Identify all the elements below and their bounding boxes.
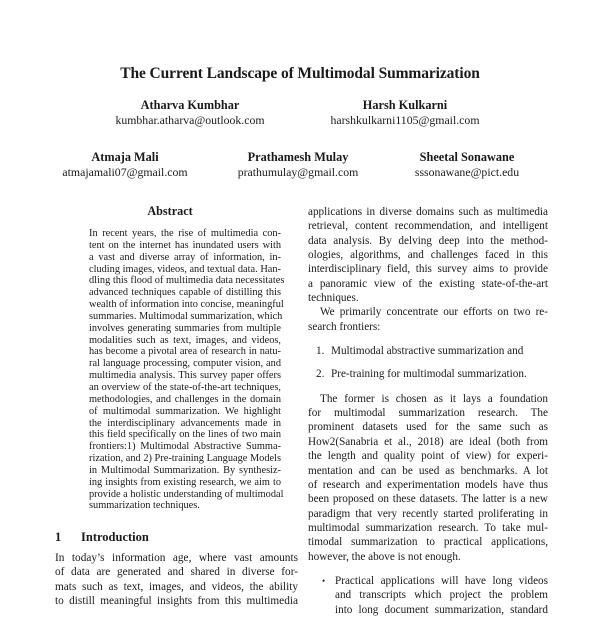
text-line: however, the above is not enough. bbox=[308, 550, 461, 563]
text-line: applications in diverse domains such as multimedia bbox=[308, 206, 548, 218]
intro-line: of data are generated and shared in diverse for- bbox=[55, 566, 298, 579]
bullet-line: into long document summarization, standard bbox=[335, 603, 548, 616]
abstract-line: summaries. Multimodal summarization, which bbox=[89, 310, 283, 322]
abstract-line: involves generating summaries from multiple bbox=[89, 322, 281, 334]
abstract-line: frontiers:1) Multimodal Abstractive Summa- bbox=[89, 441, 281, 453]
abstract-line: modalities such as text, images, and videos, bbox=[89, 334, 281, 346]
abstract-heading: Abstract bbox=[147, 204, 193, 218]
text-line: timodal summarization to practical applications, bbox=[308, 536, 548, 549]
text-line: prominent datasets used for the same such as bbox=[308, 421, 548, 434]
text-line: ologies, algorithms, and challenges faced in this bbox=[308, 249, 548, 262]
text-line: a panoramic view of the existing state-of-the-art bbox=[308, 277, 548, 290]
abstract-line: cluding images, videos, and textual data. Han- bbox=[89, 263, 281, 275]
author-email: kumbhar.atharva@outlook.com bbox=[115, 113, 265, 127]
abstract-line: in Multimodal Summarization. By synthesiz- bbox=[89, 464, 281, 476]
intro-line: to distill meaningful insights from this multimedia bbox=[55, 595, 298, 608]
section-title: Introduction bbox=[81, 530, 149, 544]
abstract-line: multimedia analysis. This survey paper offers bbox=[89, 370, 281, 382]
author-block bbox=[80, 97, 300, 128]
text-line: retrieval, content recommendation, and intelligent bbox=[308, 220, 548, 233]
author-email: prathumulay@gmail.com bbox=[237, 165, 359, 179]
abstract-line: has become a pivotal area of research in natu- bbox=[89, 346, 281, 358]
text-line: We primarily concentrate our efforts on two re- bbox=[320, 306, 548, 319]
paragraph bbox=[308, 205, 548, 305]
author-name: Harsh Kulkarni bbox=[362, 98, 448, 112]
abstract-line: a vast and diverse array of information, in- bbox=[89, 251, 281, 263]
abstract-line: tent on the internet has inundated users with bbox=[89, 239, 281, 251]
paragraph bbox=[308, 392, 548, 564]
abstract-line: wealth of information into concise, meaningful bbox=[89, 299, 284, 311]
text-line: been proposed on these datasets. The latter is a new bbox=[308, 493, 548, 506]
author-name: Sheetal Sonawane bbox=[419, 150, 515, 164]
abstract-line: an overview of the state-of-the-art techniques, bbox=[89, 381, 281, 393]
abstract-line: dling this flood of multimedia data necessitates bbox=[89, 275, 285, 287]
bullet-icon: • bbox=[322, 575, 326, 586]
paper-title: The Current Landscape of Multimodal Summarization bbox=[120, 65, 480, 82]
bullet-list bbox=[308, 574, 548, 617]
intro-line: In today’s information age, where vast amounts bbox=[55, 552, 298, 564]
list-item: 2. Pre-training for multimodal summarization. bbox=[316, 368, 527, 381]
text-line: The former is chosen as it lays a foundation bbox=[320, 392, 548, 405]
author-email: harshkulkarni1105@gmail.com bbox=[330, 113, 480, 127]
author-block bbox=[382, 149, 552, 180]
section-number: 1 bbox=[55, 530, 62, 544]
text-line: multimodal summarization research. To take mul- bbox=[308, 521, 548, 534]
text-line: techniques. bbox=[308, 292, 359, 305]
paragraph bbox=[308, 305, 548, 334]
author-email: atmajamali07@gmail.com bbox=[62, 165, 188, 179]
abstract-line: ral language processing, computer vision, and bbox=[89, 358, 281, 370]
text-line: of research and experimentation models have thus bbox=[308, 478, 548, 491]
abstract-line: this field specifically on the lines of two main bbox=[89, 429, 281, 441]
author-block bbox=[40, 149, 210, 180]
author-email: sssonawane@pict.edu bbox=[414, 165, 520, 179]
section-heading-introduction bbox=[55, 530, 149, 545]
bullet-line: and transcripts which project the problem bbox=[335, 589, 548, 602]
list-item: 1. Multimodal abstractive summarization and bbox=[316, 345, 524, 358]
abstract-line: summarization techniques. bbox=[89, 500, 200, 512]
right-column bbox=[308, 205, 548, 617]
abstract-line: methodologies, and challenges in the domain bbox=[89, 393, 281, 405]
numbered-list bbox=[308, 344, 548, 382]
author-name: Prathamesh Mulay bbox=[247, 150, 349, 164]
author-name: Atharva Kumbhar bbox=[140, 98, 240, 112]
abstract-line: of multimodal summarization. We highlight bbox=[89, 405, 281, 417]
author-block bbox=[290, 97, 520, 128]
text-line: interdisciplinary field, this survey aims to provide bbox=[308, 263, 548, 276]
abstract-text bbox=[89, 228, 285, 512]
text-line: How2(Sanabria et al., 2018) are ideal (both from bbox=[308, 435, 548, 448]
abstract-line: In recent years, the rise of multimedia con- bbox=[89, 228, 281, 239]
author-name: Atmaja Mali bbox=[91, 150, 159, 164]
text-line: search frontiers: bbox=[308, 320, 381, 333]
text-line: data analysis. By delving deep into the method- bbox=[308, 234, 548, 247]
text-line: for multimodal summarization research. The bbox=[308, 407, 548, 420]
text-line: paradigm that very recently started proliferating in bbox=[308, 507, 548, 520]
bullet-item: • Practical applications will have long videos bbox=[322, 574, 548, 587]
text-line: the length and quality point of view) for experi- bbox=[308, 450, 548, 463]
abstract-line: provide a holistic understanding of multimodal bbox=[89, 488, 284, 500]
abstract-line: advanced techniques capable of distilling this bbox=[89, 287, 281, 299]
abstract-line: the interdisciplinary advancements made in bbox=[89, 417, 281, 429]
text-line: mentation and can be used as benchmarks. A lot bbox=[308, 464, 548, 477]
author-block bbox=[213, 149, 383, 180]
abstract-line: rization, and 2) Pre-training Language Models bbox=[89, 453, 281, 465]
intro-line: mats such as text, images, and videos, the ability bbox=[55, 580, 298, 593]
abstract-line: ing insights from existing research, we aim to bbox=[89, 476, 281, 488]
